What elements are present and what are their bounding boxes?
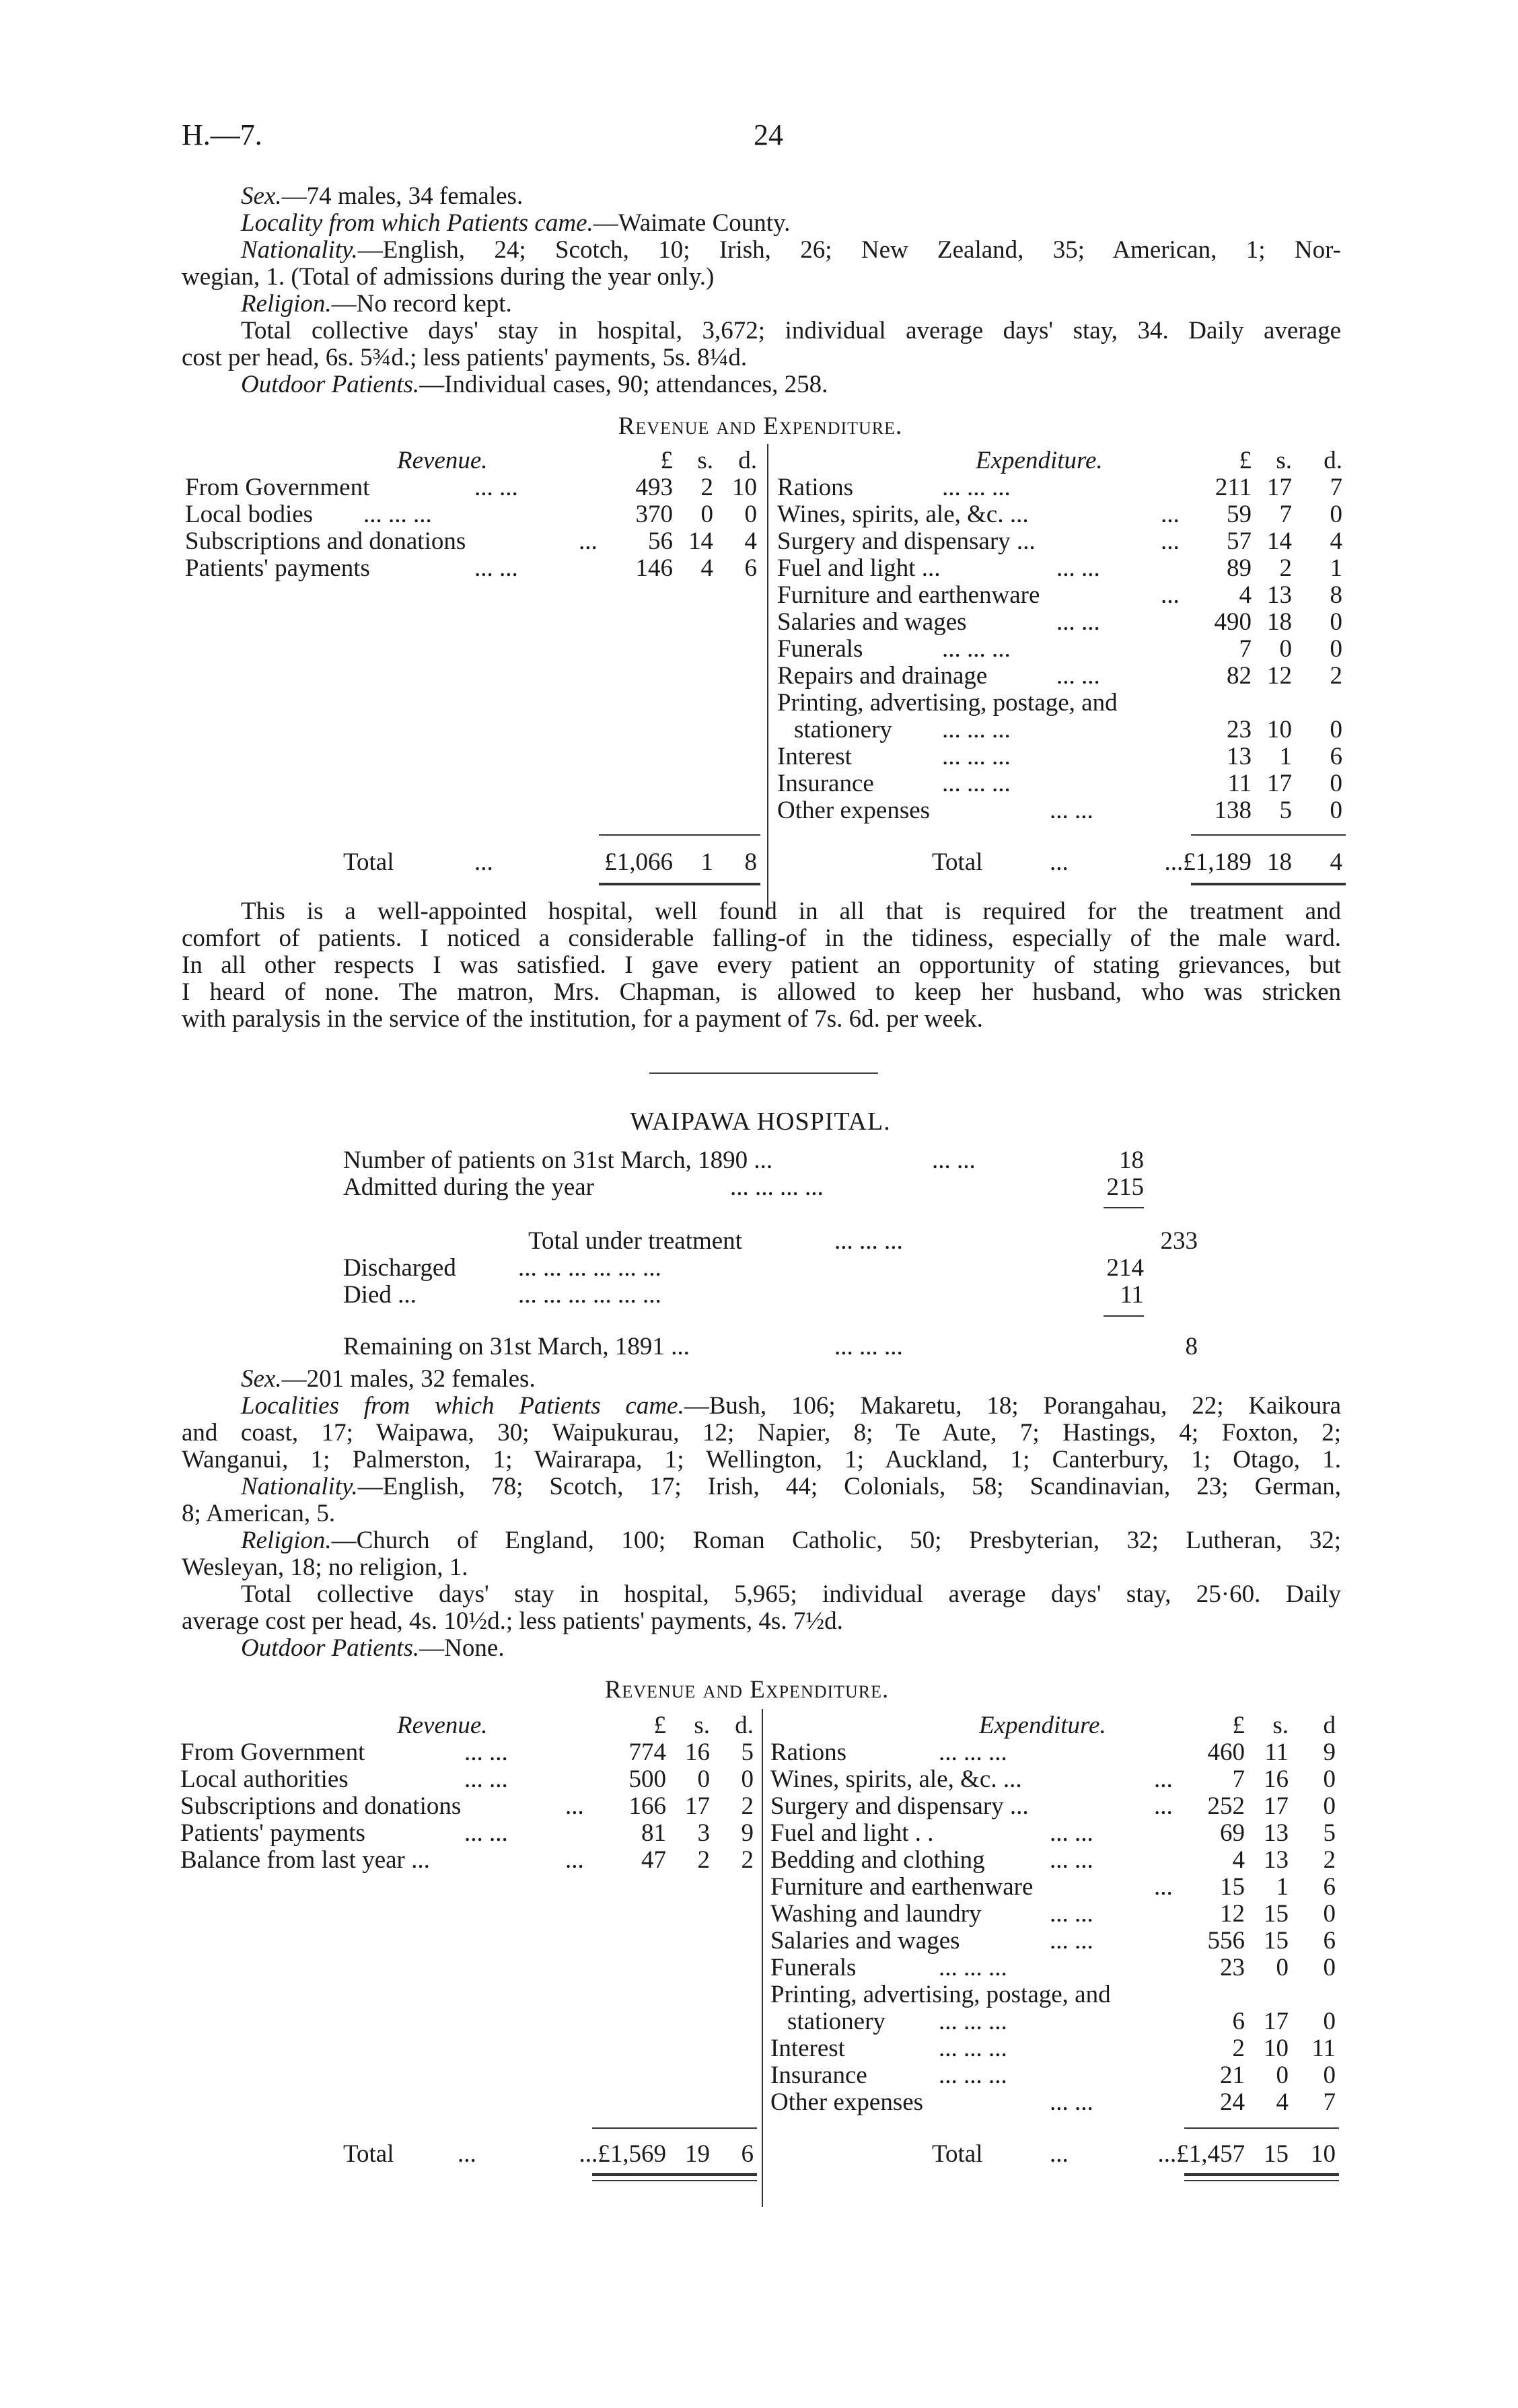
- expenditure-dots: ... ...: [1056, 608, 1100, 636]
- waipawa-rev-col-d: d.: [735, 1712, 754, 1739]
- expenditure-label: Funerals: [770, 1954, 857, 1981]
- waipawa-total-exp-label: Total: [932, 2140, 983, 2168]
- expenditure-label: Repairs and drainage: [777, 662, 988, 690]
- revenue-label: From Government: [180, 1739, 365, 1766]
- expenditure-shillings: 15: [1264, 1927, 1289, 1955]
- expenditure-pounds: 82: [1227, 662, 1252, 690]
- expenditure-shillings: 5: [1279, 797, 1292, 824]
- waipawa-stat-dots: ... ...: [932, 1146, 976, 1174]
- waipawa-total-treatment-dots: ... ... ...: [834, 1227, 903, 1255]
- waimate-total-exp-amount: ...£1,189: [1164, 848, 1252, 876]
- waimate-locality: Locality from which Patients came.—Waimate County.: [241, 209, 791, 237]
- waipawa-remaining-dots: ... ... ...: [834, 1333, 903, 1360]
- expenditure-label: Fuel and light . .: [770, 1819, 934, 1847]
- expenditure-pence: 4: [1330, 527, 1342, 555]
- waipawa-total-exp-d: 10: [1311, 2140, 1336, 2168]
- expenditure-dots: ... ... ...: [942, 770, 1011, 797]
- revenue-label: Local authorities: [180, 1765, 349, 1793]
- waimate-stay-line1: Total collective days' stay in hospital, 3,672; individual average days' stay, 34. Daily average: [241, 317, 1341, 344]
- expenditure-pence: 6: [1330, 743, 1342, 770]
- waipawa-total-exp-dots: ...: [1050, 2140, 1069, 2168]
- waimate-revenue-heading: Revenue.: [397, 447, 488, 474]
- expenditure-shillings: 18: [1267, 608, 1292, 636]
- revenue-pounds: 500: [628, 1765, 666, 1793]
- expenditure-pounds: 89: [1227, 554, 1252, 582]
- expenditure-label: Other expenses: [777, 797, 931, 824]
- revenue-pounds: 56: [648, 527, 673, 555]
- revenue-pence: 2: [741, 1846, 754, 1874]
- expenditure-pounds: 57: [1227, 527, 1252, 555]
- waipawa-exp-total-rule: [1184, 2173, 1339, 2176]
- expenditure-dots: ...: [1154, 1792, 1173, 1820]
- expenditure-pence: 0: [1323, 1792, 1336, 1820]
- expenditure-dots: ... ... ...: [939, 1954, 1007, 1981]
- waipawa-total-treatment-label: Total under treatment: [528, 1227, 742, 1255]
- expenditure-shillings: 14: [1267, 527, 1292, 555]
- expenditure-shillings: 16: [1264, 1765, 1289, 1793]
- expenditure-shillings: 1: [1279, 743, 1292, 770]
- waimate-exp-col-d: d.: [1324, 447, 1342, 474]
- expenditure-pounds: 4: [1232, 1846, 1245, 1874]
- waipawa-title: WAIPAWA HOSPITAL.: [630, 1107, 891, 1136]
- revenue-pence: 0: [741, 1765, 754, 1793]
- expenditure-shillings: 0: [1276, 1954, 1289, 1981]
- expenditure-shillings: 0: [1279, 635, 1292, 663]
- revenue-pence: 10: [732, 474, 757, 501]
- waipawa-subtotal-rule: [1104, 1207, 1144, 1208]
- waipawa-nationality-line2: 8; American, 5.: [182, 1500, 336, 1527]
- waipawa-stay-line2: average cost per head, 4s. 10½d.; less patients' payments, 4s. 7½d.: [182, 1607, 843, 1635]
- expenditure-pounds: 13: [1227, 743, 1252, 770]
- waipawa-localities-line2: and coast, 17; Waipawa, 30; Waipukurau, 12; Napier, 8; Te Aute, 7; Hastings, 4; Foxton, 2;: [182, 1419, 1341, 1447]
- revenue-label: From Government: [185, 474, 370, 501]
- expenditure-pence: 0: [1330, 716, 1342, 743]
- expenditure-label: Furniture and earthenware: [777, 581, 1040, 609]
- expenditure-shillings: 11: [1264, 1739, 1289, 1766]
- expenditure-pounds: 556: [1207, 1927, 1245, 1955]
- expenditure-pence: 0: [1323, 1954, 1336, 1981]
- waimate-total-exp-s: 18: [1267, 848, 1292, 876]
- waipawa-stat-label: Number of patients on 31st March, 1890 ...: [343, 1146, 773, 1174]
- expenditure-label: Interest: [770, 2035, 845, 2062]
- expenditure-label: stationery: [794, 716, 892, 743]
- waipawa-exp-col-s: s.: [1272, 1712, 1289, 1739]
- waimate-rev-col-d: d.: [738, 447, 757, 474]
- waimate-remarks-line: I heard of none. The matron, Mrs. Chapman, is allowed to keep her husband, who was stricken: [182, 978, 1341, 1006]
- expenditure-pence: 2: [1323, 1846, 1336, 1874]
- expenditure-pounds: 23: [1227, 716, 1252, 743]
- waimate-remarks-line: comfort of patients. I noticed a considerable falling-of in the tidiness, especially of the male ward.: [182, 924, 1341, 952]
- waipawa-nationality-line1: Nationality.—English, 78; Scotch, 17; Irish, 44; Colonials, 58; Scandinavian, 23; German,: [241, 1473, 1341, 1500]
- waimate-exp-sum-rule: [1191, 834, 1346, 836]
- waimate-religion: Religion.—No record kept.: [241, 290, 512, 318]
- expenditure-pounds: 15: [1220, 1873, 1245, 1901]
- expenditure-pence: 0: [1330, 501, 1342, 528]
- expenditure-pence: 0: [1323, 2062, 1336, 2089]
- revenue-pounds: 493: [635, 474, 673, 501]
- expenditure-pounds: 211: [1215, 474, 1252, 501]
- expenditure-label: Surgery and dispensary ...: [770, 1792, 1029, 1820]
- waipawa-localities-line1: Localities from which Patients came.—Bush, 106; Makaretu, 18; Porangahau, 22; Kaikoura: [241, 1392, 1341, 1420]
- waipawa-rev-col-l: £: [653, 1712, 666, 1739]
- waimate-table-title: Revenue and Expenditure.: [618, 412, 903, 440]
- expenditure-pounds: 7: [1239, 635, 1252, 663]
- revenue-dots: ...: [565, 1792, 584, 1820]
- expenditure-pence: 6: [1323, 1927, 1336, 1955]
- expenditure-label: Salaries and wages: [777, 608, 967, 636]
- waipawa-discharged-dots: ... ... ... ... ... ...: [518, 1254, 661, 1282]
- revenue-label: Local bodies: [185, 501, 314, 528]
- waipawa-total-exp-s: 15: [1264, 2140, 1289, 2168]
- revenue-dots: ...: [565, 1846, 584, 1874]
- revenue-pence: 4: [744, 527, 757, 555]
- expenditure-label: Other expenses: [770, 2088, 924, 2116]
- waipawa-died-dots: ... ... ... ... ... ...: [518, 1281, 661, 1309]
- expenditure-shillings: 10: [1267, 716, 1292, 743]
- page-number: 24: [754, 118, 783, 151]
- waipawa-remaining-rule: [1104, 1315, 1144, 1317]
- waipawa-table-divider: [762, 1709, 763, 2207]
- expenditure-pence: 0: [1330, 797, 1342, 824]
- revenue-pence: 6: [744, 554, 757, 582]
- revenue-dots: ... ...: [464, 1819, 508, 1847]
- expenditure-dots: ... ... ...: [939, 2062, 1007, 2089]
- expenditure-pounds: 23: [1220, 1954, 1245, 1981]
- expenditure-pounds: 11: [1227, 770, 1252, 797]
- waipawa-revenue-heading: Revenue.: [397, 1712, 488, 1739]
- waipawa-total-rev-d: 6: [741, 2140, 754, 2168]
- waipawa-total-rev-amount: ...£1,569: [579, 2140, 666, 2168]
- expenditure-dots: ... ...: [1050, 1846, 1093, 1874]
- expenditure-pounds: 490: [1214, 608, 1252, 636]
- expenditure-label: Funerals: [777, 635, 863, 663]
- waimate-total-exp-label: Total: [932, 848, 983, 876]
- waipawa-died-value: 11: [1120, 1281, 1144, 1309]
- waimate-rev-col-s: s.: [697, 447, 713, 474]
- revenue-label: Patients' payments: [180, 1819, 365, 1847]
- waimate-remarks-line: This is a well-appointed hospital, well found in all that is required for the treatment and: [241, 898, 1341, 925]
- expenditure-dots: ...: [1154, 1873, 1173, 1901]
- expenditure-dots: ... ...: [1050, 1927, 1093, 1955]
- revenue-pounds: 166: [628, 1792, 666, 1820]
- waimate-sex: Sex.—74 males, 34 females.: [241, 182, 523, 210]
- waipawa-localities-line3: Wanganui, 1; Palmerston, 1; Wairarapa, 1; Wellington, 1; Auckland, 1; Canterbury, 1; Otago, 1.: [182, 1446, 1341, 1473]
- waipawa-discharged-label: Discharged: [343, 1254, 456, 1282]
- revenue-pence: 2: [741, 1792, 754, 1820]
- expenditure-pence: 7: [1330, 474, 1342, 501]
- expenditure-pounds: 138: [1214, 797, 1252, 824]
- expenditure-label: Salaries and wages: [770, 1927, 960, 1955]
- expenditure-label: Rations: [770, 1739, 847, 1766]
- expenditure-pounds: 252: [1207, 1792, 1245, 1820]
- revenue-shillings: 4: [700, 554, 713, 582]
- waipawa-stay-line1: Total collective days' stay in hospital, 5,965; individual average days' stay, 25·60. Daily: [241, 1580, 1341, 1608]
- expenditure-pence: 0: [1330, 770, 1342, 797]
- expenditure-shillings: 17: [1264, 2008, 1289, 2035]
- expenditure-dots: ... ...: [1050, 1819, 1093, 1847]
- expenditure-label: Interest: [777, 743, 852, 770]
- expenditure-pence: 6: [1323, 1873, 1336, 1901]
- expenditure-pence: 7: [1323, 2088, 1336, 2116]
- expenditure-pence: 9: [1323, 1739, 1336, 1766]
- revenue-pounds: 370: [635, 501, 673, 528]
- expenditure-shillings: 7: [1279, 501, 1292, 528]
- waipawa-stat-dots: ... ... ... ...: [730, 1173, 824, 1201]
- waimate-total-rev-dots: ...: [474, 848, 493, 876]
- waimate-rev-sum-rule: [599, 834, 760, 836]
- expenditure-pounds: 460: [1207, 1739, 1245, 1766]
- expenditure-dots: ... ... ...: [939, 2035, 1007, 2062]
- waimate-rev-col-l: £: [660, 447, 673, 474]
- waipawa-sex: Sex.—201 males, 32 females.: [241, 1365, 536, 1393]
- waipawa-exp-col-l: £: [1232, 1712, 1245, 1739]
- expenditure-shillings: 10: [1264, 2035, 1289, 2062]
- expenditure-dots: ... ... ...: [939, 2008, 1007, 2035]
- revenue-dots: ... ... ...: [363, 501, 432, 528]
- waipawa-total-rev-s: 19: [685, 2140, 710, 2168]
- expenditure-dots: ...: [1161, 581, 1180, 609]
- expenditure-pence: 5: [1323, 1819, 1336, 1847]
- expenditure-label: Insurance: [777, 770, 874, 797]
- waipawa-total-exp-amount: ...£1,457: [1157, 2140, 1245, 2168]
- waimate-outdoor: Outdoor Patients.—Individual cases, 90; attendances, 258.: [241, 371, 828, 398]
- waipawa-died-label: Died ...: [343, 1281, 417, 1309]
- expenditure-label: stationery: [787, 2008, 886, 2035]
- expenditure-label: Bedding and clothing: [770, 1846, 985, 1874]
- waimate-remarks-line: with paralysis in the service of the institution, for a payment of 7s. 6d. per week.: [182, 1005, 983, 1033]
- waimate-total-exp-d: 4: [1330, 848, 1342, 876]
- expenditure-shillings: 17: [1264, 1792, 1289, 1820]
- waimate-total-rev-s: 1: [700, 848, 713, 876]
- waipawa-rev-total-rule: [592, 2173, 757, 2176]
- expenditure-label: Insurance: [770, 2062, 867, 2089]
- revenue-shillings: 2: [700, 474, 713, 501]
- waipawa-total-treatment-value: 233: [1160, 1227, 1198, 1255]
- waipawa-expenditure-heading: Expenditure.: [979, 1712, 1106, 1739]
- waipawa-discharged-value: 214: [1106, 1254, 1144, 1282]
- expenditure-pounds: 24: [1220, 2088, 1245, 2116]
- expenditure-shillings: 13: [1264, 1846, 1289, 1874]
- waipawa-exp-col-d: d: [1323, 1712, 1336, 1739]
- expenditure-dots: ... ...: [1050, 1900, 1093, 1928]
- waimate-expenditure-heading: Expenditure.: [976, 447, 1103, 474]
- expenditure-dots: ... ...: [1056, 554, 1100, 582]
- waimate-remarks-line: In all other respects I was satisfied. I gave every patient an opportunity of stating grievances, but: [182, 951, 1341, 979]
- expenditure-label: Wines, spirits, ale, &c. ...: [777, 501, 1029, 528]
- revenue-shillings: 3: [697, 1819, 710, 1847]
- waipawa-rev-sum-rule: [592, 2127, 757, 2129]
- waimate-table-divider: [767, 444, 768, 915]
- expenditure-dots: ...: [1161, 501, 1180, 528]
- revenue-pence: 0: [744, 501, 757, 528]
- waipawa-religion-line2: Wesleyan, 18; no religion, 1.: [182, 1554, 468, 1581]
- waipawa-total-rev-dots: ...: [458, 2140, 476, 2168]
- waimate-nationality-line2: wegian, 1. (Total of admissions during the year only.): [182, 263, 715, 291]
- expenditure-pounds: 59: [1227, 501, 1252, 528]
- expenditure-shillings: 17: [1267, 474, 1292, 501]
- revenue-label: Patients' payments: [185, 554, 370, 582]
- expenditure-shillings: 0: [1276, 2062, 1289, 2089]
- waipawa-rev-total-rule-2: [592, 2180, 757, 2181]
- waimate-total-exp-dots: ...: [1050, 848, 1069, 876]
- waipawa-religion-line1: Religion.—Church of England, 100; Roman Catholic, 50; Presbyterian, 32; Lutheran, 32;: [241, 1527, 1341, 1554]
- expenditure-dots: ... ...: [1050, 797, 1093, 824]
- waipawa-total-rev-label: Total: [343, 2140, 394, 2168]
- waimate-exp-total-rule: [1191, 883, 1346, 885]
- revenue-label: Subscriptions and donations: [180, 1792, 462, 1820]
- waimate-rev-total-rule: [599, 883, 760, 885]
- expenditure-pence: 1: [1330, 554, 1342, 582]
- revenue-shillings: 0: [697, 1765, 710, 1793]
- expenditure-pounds: 7: [1232, 1765, 1245, 1793]
- waimate-total-rev-label: Total: [343, 848, 394, 876]
- expenditure-dots: ... ... ...: [942, 474, 1011, 501]
- expenditure-pounds: 6: [1232, 2008, 1245, 2035]
- revenue-dots: ... ...: [474, 554, 518, 582]
- revenue-label: Balance from last year ...: [180, 1846, 430, 1874]
- waipawa-stat-value: 215: [1106, 1173, 1144, 1201]
- waipawa-remaining-value: 8: [1185, 1333, 1198, 1360]
- expenditure-label: Washing and laundry: [770, 1900, 982, 1928]
- expenditure-dots: ...: [1154, 1765, 1173, 1793]
- expenditure-label: Wines, spirits, ale, &c. ...: [770, 1765, 1022, 1793]
- expenditure-shillings: 17: [1267, 770, 1292, 797]
- expenditure-shillings: 2: [1279, 554, 1292, 582]
- waipawa-rev-col-s: s.: [694, 1712, 710, 1739]
- waipawa-stat-value: 18: [1119, 1146, 1144, 1174]
- expenditure-label: Fuel and light ...: [777, 554, 941, 582]
- revenue-pounds: 774: [628, 1739, 666, 1766]
- expenditure-pence: 0: [1323, 1765, 1336, 1793]
- expenditure-pence: 8: [1330, 581, 1342, 609]
- revenue-shillings: 17: [685, 1792, 710, 1820]
- revenue-pounds: 47: [641, 1846, 666, 1874]
- expenditure-dots: ... ... ...: [942, 635, 1011, 663]
- expenditure-shillings: 12: [1267, 662, 1292, 690]
- expenditure-pence: 0: [1330, 608, 1342, 636]
- expenditure-label: Furniture and earthenware: [770, 1873, 1034, 1901]
- expenditure-dots: ...: [1161, 527, 1180, 555]
- expenditure-pence: 0: [1323, 1900, 1336, 1928]
- revenue-shillings: 0: [700, 501, 713, 528]
- waimate-total-rev-amount: £1,066: [604, 848, 673, 876]
- waipawa-table-title: Revenue and Expenditure.: [604, 1676, 890, 1704]
- expenditure-shillings: 15: [1264, 1900, 1289, 1928]
- revenue-pounds: 81: [641, 1819, 666, 1847]
- waimate-stay-line2: cost per head, 6s. 5¾d.; less patients' payments, 5s. 8¼d.: [182, 344, 748, 371]
- expenditure-pounds: 12: [1220, 1900, 1245, 1928]
- waimate-nationality-line1: Nationality.—English, 24; Scotch, 10; Irish, 26; New Zealand, 35; American, 1; Nor-: [241, 236, 1341, 264]
- revenue-dots: ... ...: [464, 1765, 508, 1793]
- waipawa-exp-total-rule-2: [1184, 2180, 1339, 2181]
- revenue-dots: ... ...: [464, 1739, 508, 1766]
- expenditure-label: Surgery and dispensary ...: [777, 527, 1036, 555]
- expenditure-dots: ... ... ...: [939, 1739, 1007, 1766]
- waimate-exp-col-l: £: [1239, 447, 1252, 474]
- expenditure-dots: ... ... ...: [942, 743, 1011, 770]
- expenditure-pounds: 69: [1220, 1819, 1245, 1847]
- section-divider: [649, 1072, 878, 1074]
- waipawa-remaining-label: Remaining on 31st March, 1891 ...: [343, 1333, 690, 1360]
- revenue-dots: ... ...: [474, 474, 518, 501]
- expenditure-shillings: 1: [1276, 1873, 1289, 1901]
- report-code: H.—7.: [182, 118, 262, 151]
- waimate-total-rev-d: 8: [744, 848, 757, 876]
- expenditure-label: Printing, advertising, postage, and: [770, 1981, 1111, 2008]
- expenditure-dots: ... ...: [1056, 662, 1100, 690]
- waipawa-exp-sum-rule: [1184, 2127, 1339, 2129]
- waipawa-outdoor: Outdoor Patients.—None.: [241, 1634, 505, 1662]
- revenue-shillings: 16: [685, 1739, 710, 1766]
- revenue-pence: 9: [741, 1819, 754, 1847]
- expenditure-label: Rations: [777, 474, 854, 501]
- expenditure-pence: 2: [1330, 662, 1342, 690]
- expenditure-label: Printing, advertising, postage, and: [777, 689, 1118, 717]
- waimate-exp-col-s: s.: [1276, 447, 1292, 474]
- expenditure-dots: ... ... ...: [942, 716, 1011, 743]
- expenditure-pounds: 2: [1232, 2035, 1245, 2062]
- waipawa-stat-label: Admitted during the year: [343, 1173, 594, 1201]
- expenditure-pence: 0: [1330, 635, 1342, 663]
- revenue-pounds: 146: [635, 554, 673, 582]
- expenditure-shillings: 13: [1264, 1819, 1289, 1847]
- revenue-dots: ...: [579, 527, 598, 555]
- expenditure-dots: ... ...: [1050, 2088, 1093, 2116]
- revenue-shillings: 2: [697, 1846, 710, 1874]
- expenditure-pounds: 4: [1239, 581, 1252, 609]
- expenditure-pence: 11: [1311, 2035, 1336, 2062]
- expenditure-pence: 0: [1323, 2008, 1336, 2035]
- expenditure-pounds: 21: [1220, 2062, 1245, 2089]
- expenditure-shillings: 4: [1276, 2088, 1289, 2116]
- expenditure-shillings: 13: [1267, 581, 1292, 609]
- revenue-pence: 5: [741, 1739, 754, 1766]
- revenue-shillings: 14: [688, 527, 713, 555]
- revenue-label: Subscriptions and donations: [185, 527, 466, 555]
